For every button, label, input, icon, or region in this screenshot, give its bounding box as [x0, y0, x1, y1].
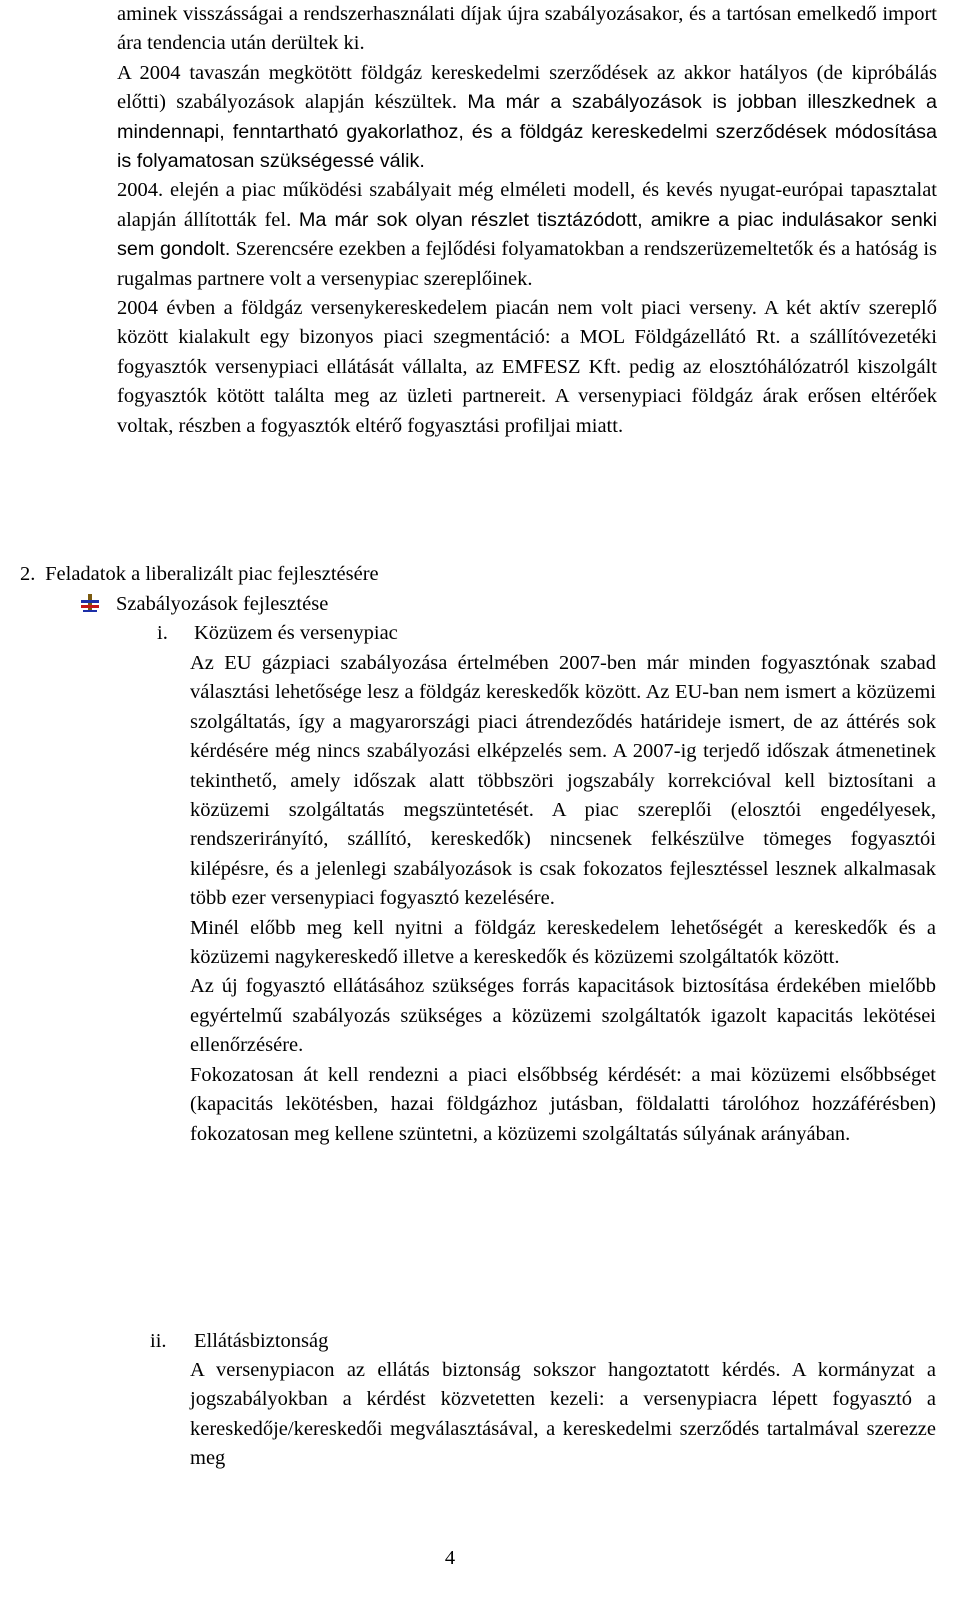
intro-paragraph-3-sentence-1: 2004. elején a piac működési szabályait még elméleti modell, és kevés nyugat-európai tapasztalat alapján állították fel. — [117, 179, 937, 231]
section-number: 2. — [20, 563, 36, 585]
subsection-2-paragraph-1: A versenypiacon az ellátás biztonság sokszor hangoztatott kérdés. A kormányzat a jogszabályokban a kérdést közvetetten kezeli: a versenypiacra lépett fogyasztó a kereskedője/kereskedői megválasztásával, a kereskedelmi szerződés tartalmával szerezze meg — [190, 1359, 936, 1470]
intro-paragraph-2 — [117, 59, 937, 177]
intro-paragraph-2-sentence-2: Ma már a szabályozások is jobban illeszkednek a mindennapi, fenntartható gyakorlathoz, és a földgáz kereskedelmi szerződések módosítása is folyamatosan szükségessé válik. — [117, 91, 937, 173]
page-number: 4 — [444, 1547, 456, 1569]
section-title: Feladatok a liberalizált piac fejlesztésére — [45, 563, 379, 585]
intro-paragraph-2-sentence-1: A 2004 tavaszán megkötött földgáz kereskedelmi szerződések az akkor hatályos (de kipróbálás előtti) szabályozások alapján készültek. — [117, 61, 937, 114]
intro-paragraph-3 — [117, 176, 937, 294]
bullet-item — [80, 590, 328, 619]
section-heading — [20, 560, 379, 589]
intro-paragraph-4: 2004 évben a földgáz versenykereskedelem piacán nem volt piaci verseny. A két aktív szereplő között kialakult egy bizonyos piaci szegmentáció: a MOL Földgázellátó Rt. a szállítóvezetéki fogyasztók versenypiaci ellátását vállalta, az EMFESZ Kft. pedig az elosztóhálózatról kiszolgált fogyasztók kötött találta meg az üzleti partnereit. A versenypiaci földgáz árak erősen eltérőek voltak, részben a fogyasztók eltérő fogyasztási profiljai miatt. — [117, 297, 937, 437]
subsection-heading-2 — [150, 1327, 328, 1356]
subsection-title-1: Közüzem és versenypiac — [194, 622, 398, 644]
subsection-title-2: Ellátásbiztonság — [194, 1330, 329, 1352]
subsection-1-paragraph-3: Az új fogyasztó ellátásához szükséges forrás kapacitások biztosítása érdekében mielőbb egyértelmű szabályozás szükséges a közüzemi szolgáltatók igazolt kapacitás lekötései ellenőrzésére. — [190, 975, 936, 1057]
subsection-1-paragraph-2: Minél előbb meg kell nyitni a földgáz kereskedelem lehetőségét a kereskedők és a közüzemi nagykereskedő illetve a kereskedők és közüzemi szolgáltatók között. — [190, 916, 936, 969]
subsection-1-paragraph-1: Az EU gázpiaci szabályozása értelmében 2007-ben már minden fogyasztónak szabad választási lehetősége lesz a földgáz kereskedők között. Az EU-ban nem ismert a közüzemi szolgáltatás, így a magyarországi piaci átrendeződés határideje ismert, de az áttérés sok kérdésére még nincs szabályozási elképzelés sem. A 2007-ig terjedő időszak átmenetinek tekinthető, amely időszak alatt többszöri jogszabály korrekcióval kell biztosítani a közüzemi szolgáltatás megszüntetését. A piac szereplői (elosztói engedélyesek, rendszerirányító, szállító, kereskedők) nincsenek felkészülve tömeges fogyasztói kilépésre, és a jelenlegi szabályozások is csak fokozatos fejlesztéssel lesznek alkalmasak több ezer versenypiaci fogyasztó kezelésére. — [190, 652, 936, 910]
intro-paragraph-3-sentence-2: Ma már sok olyan részlet tisztázódott, amikre a piac indulásakor senki sem gondolt. — [117, 208, 937, 261]
subsection-body-2 — [190, 1356, 936, 1474]
subsection-numeral-2: ii. — [150, 1330, 167, 1352]
list-bullet-icon — [80, 593, 100, 613]
subsection-body-1 — [190, 649, 936, 1149]
intro-text — [117, 0, 937, 441]
subsection-1-paragraph-4: Fokozatosan át kell rendezni a piaci elsőbbség kérdését: a mai közüzemi elsőbbséget (kapacitás lekötésben, hazai földgázhoz jutásban, földalatti tárolóhoz hozzáférésben) fokozatosan meg kellene szüntetni, a közüzemi szolgáltatás súlyának arányában. — [190, 1063, 936, 1145]
subsection-heading-1 — [157, 619, 398, 648]
intro-paragraph-3-sentence-3: Szerencsére ezekben a fejlődési folyamatokban a rendszerüzemeltetők és a hatóság is rugalmas partnere volt a versenypiac szereplőinek. — [117, 238, 938, 290]
intro-paragraph-1: aminek visszásságai a rendszerhasználati díjak újra szabályozásakor, és a tartósan emelkedő import ára tendencia után derültek ki. — [117, 3, 937, 55]
subsection-numeral-1: i. — [157, 622, 168, 644]
bullet-text: Szabályozások fejlesztése — [116, 593, 329, 615]
